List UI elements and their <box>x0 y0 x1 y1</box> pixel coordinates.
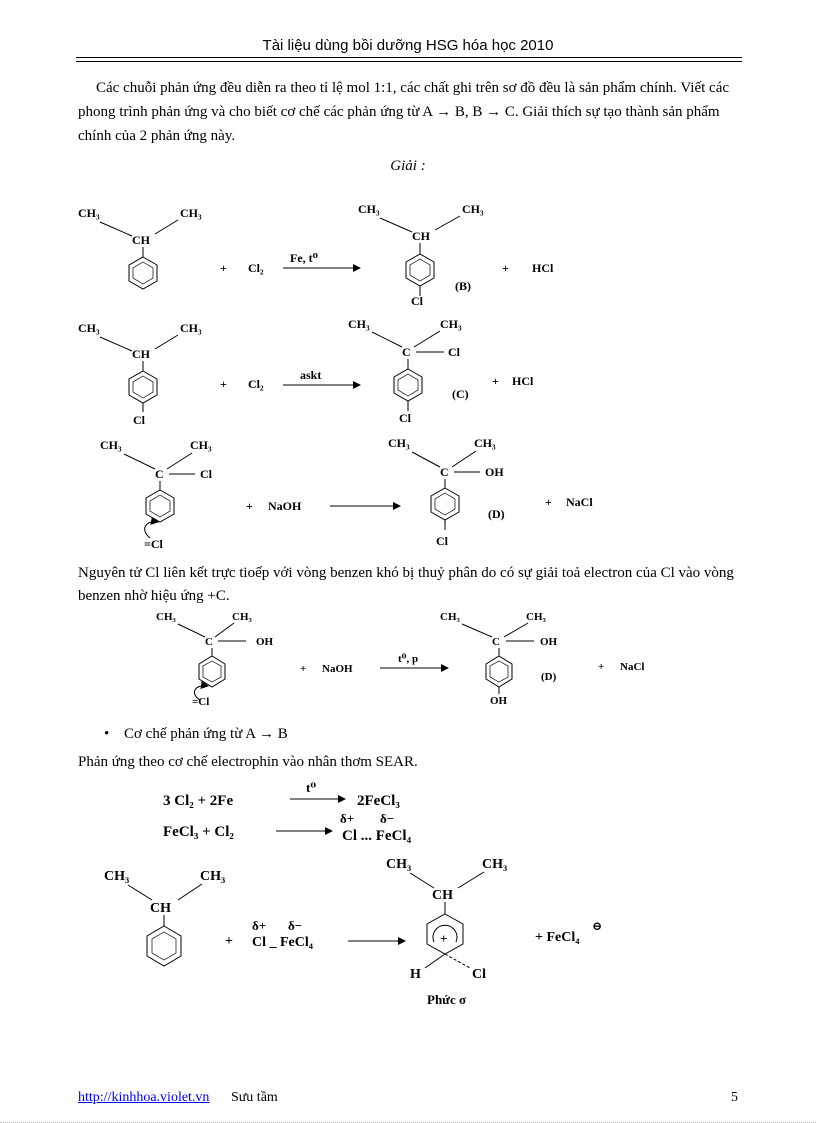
r2-c-ch3-right: CH₃ <box>440 317 462 331</box>
sigma-complex-scheme <box>104 857 602 1007</box>
sc-ring-charge: + <box>440 931 448 946</box>
sc-a-ch3-right: CH₃ <box>200 869 226 884</box>
svg-text:+: + <box>300 663 307 675</box>
eq2-delta-plus: δ+ <box>340 811 355 826</box>
svg-text:+: + <box>492 374 499 388</box>
eq2-left: FeCl₃ + Cl₂ <box>163 824 234 840</box>
sc-a-ch3-left: CH₃ <box>104 869 130 884</box>
r2-b-ch3-right: CH₃ <box>180 321 202 335</box>
sc-byproduct-charge: ⊖ <box>592 919 603 933</box>
r4-p-c: C <box>492 636 500 648</box>
cl-explanation: Nguyên tử Cl liên kết trực tioếp với vòng benzen khó bị thuỷ phân do có sự giải toả electron của Cl vào vòng benzen nhờ hiệu ứng +C. <box>78 565 734 604</box>
r4-d-ch3-right: CH₃ <box>232 611 252 623</box>
r3-d-oh: OH <box>485 465 504 479</box>
sc-p-ch: CH <box>432 888 453 903</box>
r3-d-cl: Cl <box>436 534 448 548</box>
eq2-delta-minus: δ− <box>380 811 395 826</box>
svg-text:+: + <box>598 661 605 673</box>
r1-a-ch: CH <box>132 233 150 247</box>
r4-byproduct: NaCl <box>620 661 645 673</box>
svg-text:+: + <box>220 261 227 275</box>
r4-condition: t⁰, p <box>398 653 419 665</box>
svg-text:+: + <box>220 377 227 391</box>
r3-c-ch3-left: CH₃ <box>100 438 122 452</box>
r4-d-ch3-left: CH₃ <box>156 611 176 623</box>
footer-credit: Sưu tầm <box>230 1090 278 1105</box>
r3-d-ch3-right: CH₃ <box>474 436 496 450</box>
eq1-left: 3 Cl₂ + 2Fe <box>163 793 234 809</box>
eq2-right: Cl ... FeCl₄ <box>342 828 412 844</box>
svg-text:+: + <box>502 261 509 275</box>
svg-text:+: + <box>225 934 233 949</box>
solution-label: Giải : <box>390 158 426 174</box>
eq1-right: 2FeCl₃ <box>357 793 400 809</box>
r4-p-oh: OH <box>490 695 508 707</box>
r4-d-oh: OH <box>256 636 274 648</box>
sc-byproduct: + FeCl₄ <box>535 930 580 945</box>
mechanism-bullet-text: Cơ chế phản ứng từ A → B <box>124 726 288 742</box>
mechanism-equations <box>163 780 412 844</box>
r3-d-c: C <box>440 465 449 479</box>
r3-reagent: NaOH <box>268 499 302 513</box>
sc-label: Phức σ <box>427 992 467 1007</box>
sc-h: H <box>410 967 421 982</box>
r1-b-ch: CH <box>412 229 430 243</box>
r1-b-cl: Cl <box>411 294 423 308</box>
r2-byproduct: HCl <box>512 374 534 388</box>
mechanism-bullet <box>104 726 288 743</box>
r1-reagent: Cl₂ <box>248 261 264 275</box>
r2-c-cl: Cl <box>399 411 411 425</box>
r2-b-ch3-left: CH₃ <box>78 321 100 335</box>
sc-delta-plus: δ+ <box>252 918 267 933</box>
eq1-condition: t⁰ <box>306 780 317 795</box>
mechanism-description: Phản ứng theo cơ chế electrophin vào nhân thơm SEAR. <box>78 754 418 770</box>
svg-text:+: + <box>246 499 253 513</box>
r1-condition: Fe, t⁰ <box>290 251 318 265</box>
r1-a-ch3-right: CH₃ <box>180 206 202 220</box>
sc-reagent: Cl _ FeCl₄ <box>252 935 313 950</box>
r3-c-cl-resonance: =Cl <box>144 537 163 551</box>
r2-c-c: C <box>402 345 411 359</box>
r2-c-ch3-left: CH₃ <box>348 317 370 331</box>
problem-statement: Các chuỗi phản ứng đều diễn ra theo tỉ lệ mol 1:1, các chất ghi trên sơ đồ đều là sản phẩm chính. Viết các phong trình phản ứng và cho biết cơ chế các phản ứng từ A → B, B → C. Giải thích sự tạo thành sản phẩm chính của 2 phản ứng này. <box>78 80 730 144</box>
sc-delta-minus: δ− <box>288 918 303 933</box>
r1-byproduct: HCl <box>532 261 554 275</box>
r3-d-ch3-left: CH₃ <box>388 436 410 450</box>
sc-a-ch: CH <box>150 901 171 916</box>
page-number: 5 <box>731 1090 738 1105</box>
r2-b-ch: CH <box>132 347 150 361</box>
r2-c-cl-side: Cl <box>448 345 460 359</box>
source-link[interactable]: http://kinhhoa.violet.vn <box>78 1090 210 1105</box>
r2-product-label: (C) <box>452 387 469 401</box>
sc-p-ch3-left: CH₃ <box>386 857 412 872</box>
page-header: Tài liệu dùng bồi dưỡng HSG hóa học 2010 <box>262 37 554 54</box>
r1-b-ch3-left: CH₃ <box>358 202 380 216</box>
r4-p-oh-side: OH <box>540 636 558 648</box>
reaction-1 <box>78 202 554 308</box>
sc-p-ch3-right: CH₃ <box>482 857 508 872</box>
r4-p-ch3-left: CH₃ <box>440 611 460 623</box>
reaction-4 <box>156 611 644 708</box>
r3-c-cl-side: Cl <box>200 467 212 481</box>
r4-p-ch3-right: CH₃ <box>526 611 546 623</box>
reaction-2 <box>78 317 534 427</box>
r1-b-ch3-right: CH₃ <box>462 202 484 216</box>
r4-product-label: (D) <box>541 671 557 683</box>
r4-reagent: NaOH <box>322 663 353 675</box>
r3-c-c: C <box>155 467 164 481</box>
bullet-icon: • <box>104 726 110 742</box>
sc-cl: Cl <box>472 967 486 982</box>
r1-a-ch3-left: CH₃ <box>78 206 100 220</box>
r3-c-ch3-right: CH₃ <box>190 438 212 452</box>
r3-byproduct: NaCl <box>566 495 593 509</box>
r4-d-c: C <box>205 636 213 648</box>
reaction-3 <box>100 436 593 551</box>
r2-condition: askt <box>300 368 322 382</box>
r2-reagent: Cl₂ <box>248 377 264 391</box>
svg-text:+: + <box>545 495 552 509</box>
r1-product-label: (B) <box>455 279 471 293</box>
r4-d-cl-resonance: =Cl <box>192 696 210 708</box>
page-footer <box>78 1090 742 1106</box>
r3-product-label: (D) <box>488 507 505 521</box>
r2-b-cl: Cl <box>133 413 145 427</box>
